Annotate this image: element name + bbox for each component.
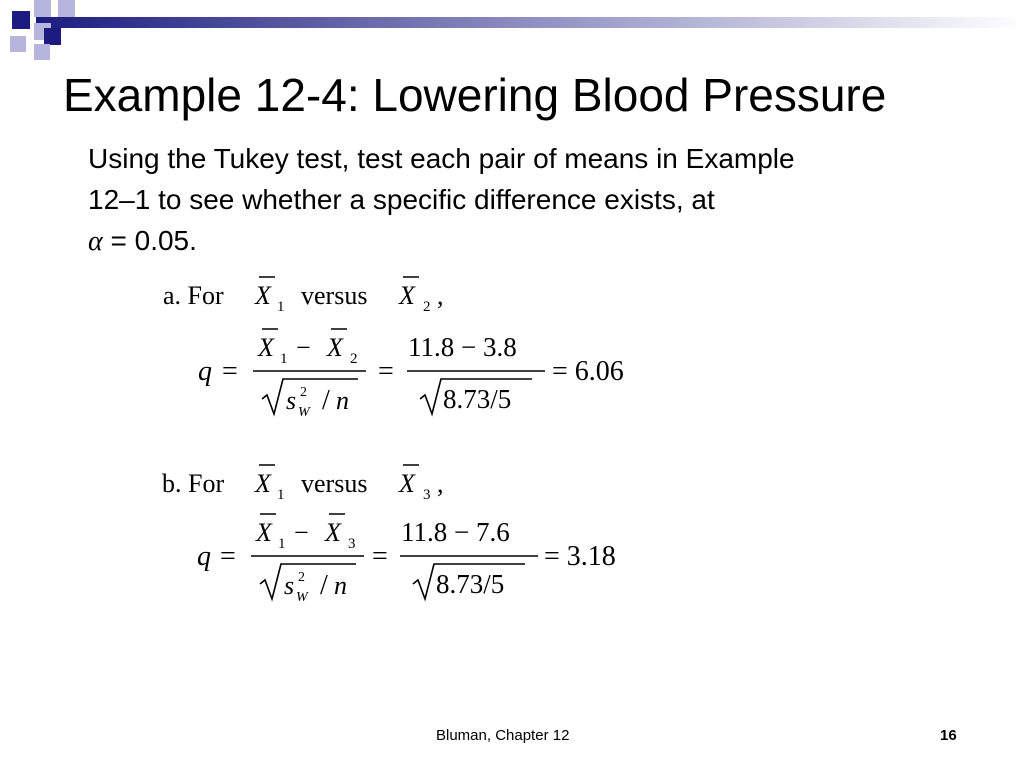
eq-a-versus: versus (301, 281, 368, 310)
eq-a-x1: X (255, 281, 271, 310)
eq-b-num-minus: − (294, 518, 309, 547)
eq-a-den-s-sub: W (298, 405, 310, 420)
eq-a-numerator: 11.8 − 3.8 (408, 332, 517, 362)
eq-b-num-x3: X (325, 518, 341, 547)
eq-b-num-x1: X (256, 518, 272, 547)
eq-a-x2-sub: 2 (423, 299, 431, 315)
eq-a-den-s-sup: 2 (300, 385, 307, 400)
equation-b (162, 465, 616, 605)
eq-b-den-s-sup: 2 (298, 570, 305, 585)
eq-b-x1: X (255, 469, 271, 498)
eq-b-x3: X (399, 469, 415, 498)
equation-a (163, 277, 624, 420)
eq-a-num-x2-sub: 2 (350, 351, 358, 367)
eq-b-den-n: n (334, 571, 347, 600)
eq-b-x3-sub: 3 (423, 487, 431, 503)
eq-a-comma: , (437, 281, 444, 310)
eq-b-eq1: = (220, 541, 236, 572)
eq-b-denominator: 8.73/5 (436, 569, 505, 599)
eq-b-den-slash: / (320, 570, 328, 601)
slide-title: Example 12-4: Lowering Blood Pressure (63, 69, 887, 121)
alpha-value: = 0.05. (110, 225, 197, 256)
eq-a-num-x2: X (327, 333, 343, 362)
intro-line-2: 12–1 to see whether a specific difference exists, at (88, 184, 715, 215)
eq-a-den-s: s (286, 386, 297, 415)
eq-b-label: b. For (162, 469, 225, 498)
eq-b-num-x3-sub: 3 (348, 536, 356, 552)
footer-page-number: 16 (940, 727, 957, 744)
eq-b-versus: versus (301, 469, 368, 498)
eq-a-den-n: n (336, 386, 349, 415)
intro-line-1: Using the Tukey test, test each pair of means in Example (88, 143, 795, 174)
eq-b-x1-sub: 1 (277, 487, 285, 503)
eq-a-denominator: 8.73/5 (443, 384, 512, 414)
eq-a-x2: X (399, 281, 415, 310)
eq-b-num-x1-sub: 1 (278, 536, 286, 552)
eq-b-comma: , (437, 469, 444, 498)
eq-b-numerator: 11.8 − 7.6 (401, 517, 510, 547)
eq-a-label: a. For (163, 281, 224, 310)
eq-a-x1-sub: 1 (277, 299, 285, 315)
eq-a-num-x1: X (258, 333, 274, 362)
eq-b-result: = 3.18 (544, 541, 616, 572)
eq-b-q: q (197, 541, 211, 572)
eq-a-eq2: = (378, 356, 394, 387)
eq-a-num-x1-sub: 1 (280, 351, 288, 367)
eq-a-eq1: = (222, 356, 238, 387)
eq-b-eq2: = (372, 541, 388, 572)
eq-a-q: q (198, 356, 212, 387)
footer-source: Bluman, Chapter 12 (436, 727, 570, 744)
eq-a-num-minus: − (296, 333, 311, 362)
eq-a-result: = 6.06 (552, 356, 624, 387)
alpha-symbol: α (88, 226, 103, 257)
eq-a-den-slash: / (322, 385, 330, 416)
eq-b-den-s: s (284, 571, 295, 600)
eq-b-den-s-sub: W (296, 590, 308, 605)
